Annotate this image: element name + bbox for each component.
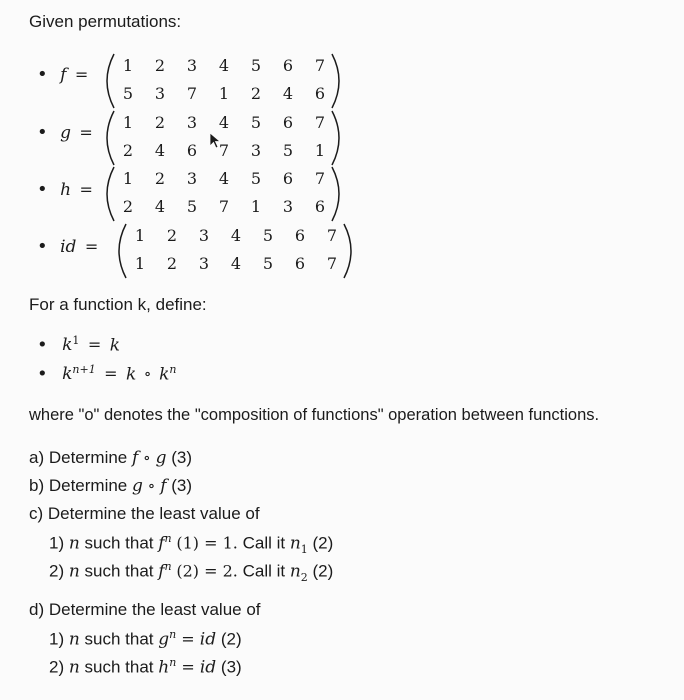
exponent: n — [164, 560, 172, 573]
cell: 5 — [186, 197, 198, 216]
perm-g-label — [37, 122, 93, 143]
cell: 3 — [198, 254, 210, 273]
cell: 1 — [122, 169, 134, 188]
cell: 7 — [326, 254, 338, 273]
question-d1 — [49, 628, 242, 650]
h-symbol: h — [158, 657, 170, 678]
text: such that — [79, 629, 159, 649]
cell: 1 — [250, 197, 262, 216]
matrix-bottom-row — [112, 197, 336, 216]
composition-note: where "o" denotes the "composition of functions" operation between functions. — [29, 406, 600, 424]
text: Call it — [237, 533, 290, 553]
perm-h-label — [37, 179, 93, 200]
cell: 4 — [282, 84, 294, 103]
matrix-top-row — [124, 226, 348, 245]
equals-sign: = — [176, 657, 200, 677]
cell: 3 — [186, 113, 198, 132]
cell: 2 — [166, 226, 178, 245]
cell: 3 — [186, 169, 198, 188]
composition-operator: ∘ — [143, 364, 152, 384]
cell: 2 — [250, 84, 262, 103]
cell: 7 — [218, 197, 230, 216]
perm-name: f — [60, 65, 67, 85]
cell: 1 — [218, 84, 230, 103]
perm-id-matrix — [112, 222, 342, 280]
cell: 3 — [154, 84, 166, 103]
cell: 1 — [134, 254, 146, 273]
n-symbol: n — [68, 533, 80, 554]
question-c2 — [49, 560, 333, 584]
cell: 5 — [250, 169, 262, 188]
perm-f-label — [37, 64, 88, 85]
perm-id-label — [37, 236, 98, 257]
bullet: • — [37, 179, 48, 200]
k-symbol: k — [62, 364, 73, 385]
cell: 7 — [218, 141, 230, 160]
id-symbol: id — [199, 657, 217, 678]
bullet: • — [37, 122, 48, 143]
cell: 4 — [230, 254, 242, 273]
cell: 4 — [154, 197, 166, 216]
bullet: • — [37, 236, 48, 257]
equals-sign: = — [74, 65, 89, 84]
question-prefix: b) Determine — [29, 476, 132, 495]
f-symbol: f — [160, 476, 167, 496]
cell: 6 — [294, 226, 306, 245]
bullet: • — [37, 334, 48, 356]
perm-name: g — [60, 123, 71, 143]
question-d2 — [49, 656, 242, 678]
composition-operator: ∘ — [143, 448, 151, 467]
n-symbol: n — [68, 657, 80, 678]
g-symbol: g — [158, 629, 170, 650]
equals-sign: = — [176, 629, 200, 649]
perm-name: h — [60, 180, 72, 200]
cell: 2 — [122, 197, 134, 216]
g-symbol: g — [155, 448, 167, 468]
cell: 7 — [186, 84, 198, 103]
n-symbol: n — [289, 561, 301, 582]
equals-sign: = — [104, 364, 118, 384]
points: (2) — [307, 561, 334, 581]
cell: 6 — [186, 141, 198, 160]
cell: 1 — [314, 141, 326, 160]
k-symbol: k — [109, 335, 121, 356]
n-symbol: n — [68, 629, 80, 650]
cell: 3 — [282, 197, 294, 216]
mouse-cursor-icon — [209, 132, 223, 150]
bullet: • — [37, 363, 48, 385]
definition-recursive-case — [37, 363, 176, 384]
question-a — [29, 448, 192, 468]
item-number: 1) — [49, 533, 69, 553]
exponent: n — [169, 628, 177, 641]
cell: 5 — [122, 84, 134, 103]
cell: 2 — [154, 56, 166, 75]
matrix-bottom-row — [124, 254, 348, 273]
cell: 1 — [134, 226, 146, 245]
cell: 2 — [166, 254, 178, 273]
f-symbol: f — [158, 533, 165, 554]
cell: 6 — [314, 197, 326, 216]
matrix-top-row — [112, 169, 336, 188]
perm-h-matrix — [100, 165, 330, 223]
matrix-bottom-row — [112, 84, 336, 103]
matrix-top-row — [112, 113, 336, 132]
cell: 4 — [218, 56, 230, 75]
f-symbol: f — [131, 448, 139, 468]
cell: 2 — [154, 169, 166, 188]
k-symbol: k — [126, 364, 137, 385]
cell: 6 — [282, 169, 294, 188]
cell: 4 — [218, 113, 230, 132]
cell: 5 — [262, 226, 274, 245]
points: (2) — [216, 629, 242, 649]
matrix-bottom-row — [112, 141, 336, 160]
k-symbol: k — [159, 364, 170, 385]
cell: 6 — [294, 254, 306, 273]
item-number: 1) — [49, 629, 69, 649]
cell: 4 — [154, 141, 166, 160]
cell: 5 — [262, 254, 274, 273]
cell: 3 — [186, 56, 198, 75]
exponent: 1 — [72, 334, 80, 347]
item-number: 2) — [49, 657, 69, 677]
cell: 2 — [154, 113, 166, 132]
section-heading: Given permutations: — [29, 12, 182, 31]
perm-f-matrix — [100, 52, 330, 110]
equals-sign: = — [84, 237, 99, 256]
argument: (1) = 1. — [176, 533, 238, 553]
cell: 6 — [314, 84, 326, 103]
cell: 7 — [314, 113, 326, 132]
cell: 5 — [282, 141, 294, 160]
points: (3) — [171, 476, 192, 495]
composition-operator: ∘ — [147, 476, 156, 495]
text: such that — [79, 561, 159, 581]
question-c-title: c) Determine the least value of — [29, 504, 260, 523]
exponent: n — [164, 532, 172, 545]
f-symbol: f — [158, 561, 165, 582]
points: (3) — [171, 448, 192, 467]
points: (3) — [216, 657, 242, 677]
cell: 6 — [282, 113, 294, 132]
perm-name: id — [60, 237, 77, 257]
cell: 3 — [250, 141, 262, 160]
item-number: 2) — [49, 561, 69, 581]
question-d-title: d) Determine the least value of — [29, 600, 261, 619]
id-symbol: id — [199, 629, 217, 650]
equals-sign: = — [87, 335, 102, 355]
exponent: n+1 — [72, 363, 96, 376]
question-b — [29, 476, 192, 496]
points: (2) — [307, 533, 334, 553]
question-c1 — [49, 532, 333, 556]
cell: 2 — [122, 141, 134, 160]
cell: 1 — [122, 56, 134, 75]
cell: 5 — [250, 56, 262, 75]
text: such that — [79, 657, 159, 677]
cell: 7 — [314, 56, 326, 75]
cell: 3 — [198, 226, 210, 245]
text: Call it — [237, 561, 290, 581]
cell: 7 — [314, 169, 326, 188]
exponent: n — [169, 363, 177, 376]
cell: 6 — [282, 56, 294, 75]
exponent: n — [169, 656, 177, 669]
matrix-top-row — [112, 56, 336, 75]
definition-intro: For a function k, define: — [29, 295, 207, 314]
cell: 4 — [218, 169, 230, 188]
bullet: • — [37, 64, 48, 85]
equals-sign: = — [79, 180, 93, 199]
subscript: 2 — [300, 571, 308, 585]
definition-base-case — [37, 334, 120, 355]
cell: 5 — [250, 113, 262, 132]
question-prefix: a) Determine — [29, 448, 132, 467]
equals-sign: = — [79, 123, 93, 142]
argument: (2) = 2. — [176, 561, 238, 581]
text: such that — [79, 533, 159, 553]
g-symbol: g — [131, 476, 143, 496]
cell: 4 — [230, 226, 242, 245]
n-symbol: n — [68, 561, 80, 582]
subscript: 1 — [300, 543, 308, 557]
cell: 1 — [122, 113, 134, 132]
cell: 7 — [326, 226, 338, 245]
k-symbol: k — [62, 335, 73, 356]
n-symbol: n — [289, 533, 301, 554]
